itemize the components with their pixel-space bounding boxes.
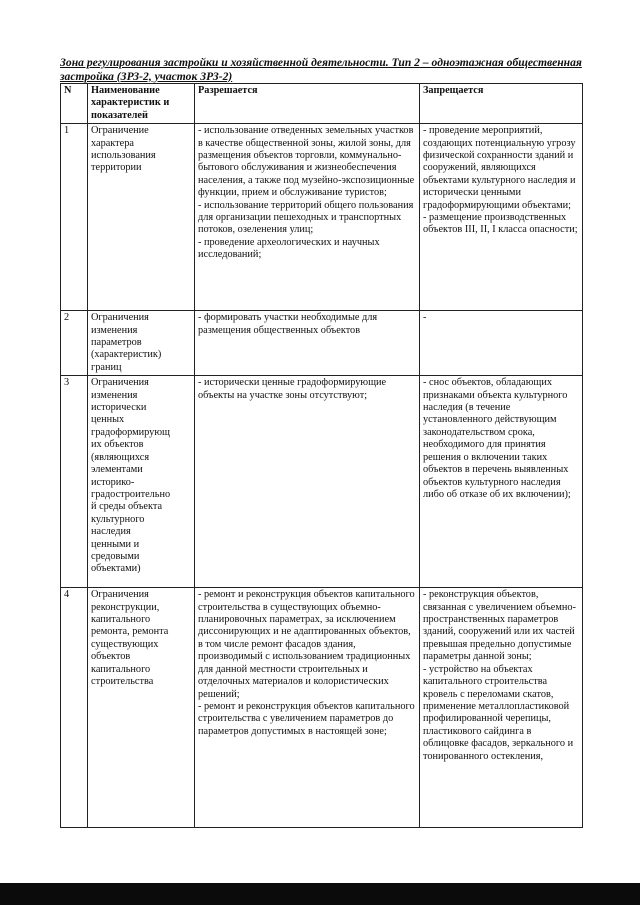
header-forbidden: Запрещается <box>420 84 583 124</box>
row-forbidden: - реконструкция объектов, связанная с увеличением объемно-пространственных параметров зданий, сооружений или их частей превышая предельно допустимые параметры данной зоны; - устройство на объектах капитального строительства кровель с переломами скатов, применение металлопластиковой профилированной черепицы, пластикового сайдинга в облицовке фасадов, зеркального и тонированного остекления, <box>420 588 583 828</box>
table-row <box>61 376 583 588</box>
table-row <box>61 588 583 828</box>
row-num: 2 <box>61 311 88 376</box>
row-allowed: - формировать участки необходимые для размещения общественных объектов <box>195 311 420 376</box>
row-num: 1 <box>61 124 88 311</box>
table-row <box>61 124 583 311</box>
row-forbidden: - снос объектов, обладающих признаками объекта культурного наследия (в течение установленного действующим законодательством срока, необходимого для принятия решения о включении таких объектов в перечень выявленных объектов культурного наследия либо об отказе об их включении); <box>420 376 583 588</box>
row-allowed: - исторически ценные градоформирующие объекты на участке зоны отсутствуют; <box>195 376 420 588</box>
row-forbidden: - проведение мероприятий, создающих потенциальную угрозу физической сохранности зданий и сооружений, являющихся объектами культурного наследия и исторически ценными градоформирующими объектами; - размещение производственных объектов III, II, I класса опасности; <box>420 124 583 311</box>
row-allowed: - ремонт и реконструкция объектов капитального строительства в существующих объемно-планировочных параметрах, за исключением диссонирующих и не адаптированных объектов, в том числе ремонт фасадов здания, производимый с использованием традиционных для данной местности строительных и отделочных материалов и колористических решений; - ремонт и реконструкция объектов капитального строительства с увеличением параметров до параметров допустимых в настоящей зоне; <box>195 588 420 828</box>
row-name: Ограничение характера использования территории <box>88 124 195 311</box>
document-title: Зона регулирования застройки и хозяйственной деятельности. Тип 2 – одноэтажная общественная застройка (ЗРЗ-2, участок ЗРЗ-2) <box>60 56 582 83</box>
header-allowed: Разрешается <box>195 84 420 124</box>
row-allowed: - использование отведенных земельных участков в качестве общественной зоны, жилой зоны, для размещения объектов торговли, коммунально-бытового обслуживания и жизнеобеспечения населения, а также под музейно-экспозиционные функции, прием и обслуживание туристов; - использование территорий общего пользования для организации пешеходных и транспортных потоков, озеленения улиц; - проведение археологических и научных исследований; <box>195 124 420 311</box>
row-name: Ограничения изменения исторически ценных градоформирующ их объектов (являющихся элементами историко- градостроительно й среды объекта культурного наследия ценными и средовыми объектами) <box>88 376 195 588</box>
row-name: Ограничения изменения параметров (характеристик) границ <box>88 311 195 376</box>
row-forbidden: - <box>420 311 583 376</box>
row-name: Ограничения реконструкции, капитального ремонта, ремонта существующих объектов капитального строительства <box>88 588 195 828</box>
row-num: 4 <box>61 588 88 828</box>
row-num: 3 <box>61 376 88 588</box>
table-header-row <box>61 84 583 124</box>
table-row <box>61 311 583 376</box>
zone-regulations-table <box>60 83 583 828</box>
header-name: Наименование характеристик и показателей <box>88 84 195 124</box>
header-num: N <box>61 84 88 124</box>
scan-bottom-edge <box>0 883 640 905</box>
